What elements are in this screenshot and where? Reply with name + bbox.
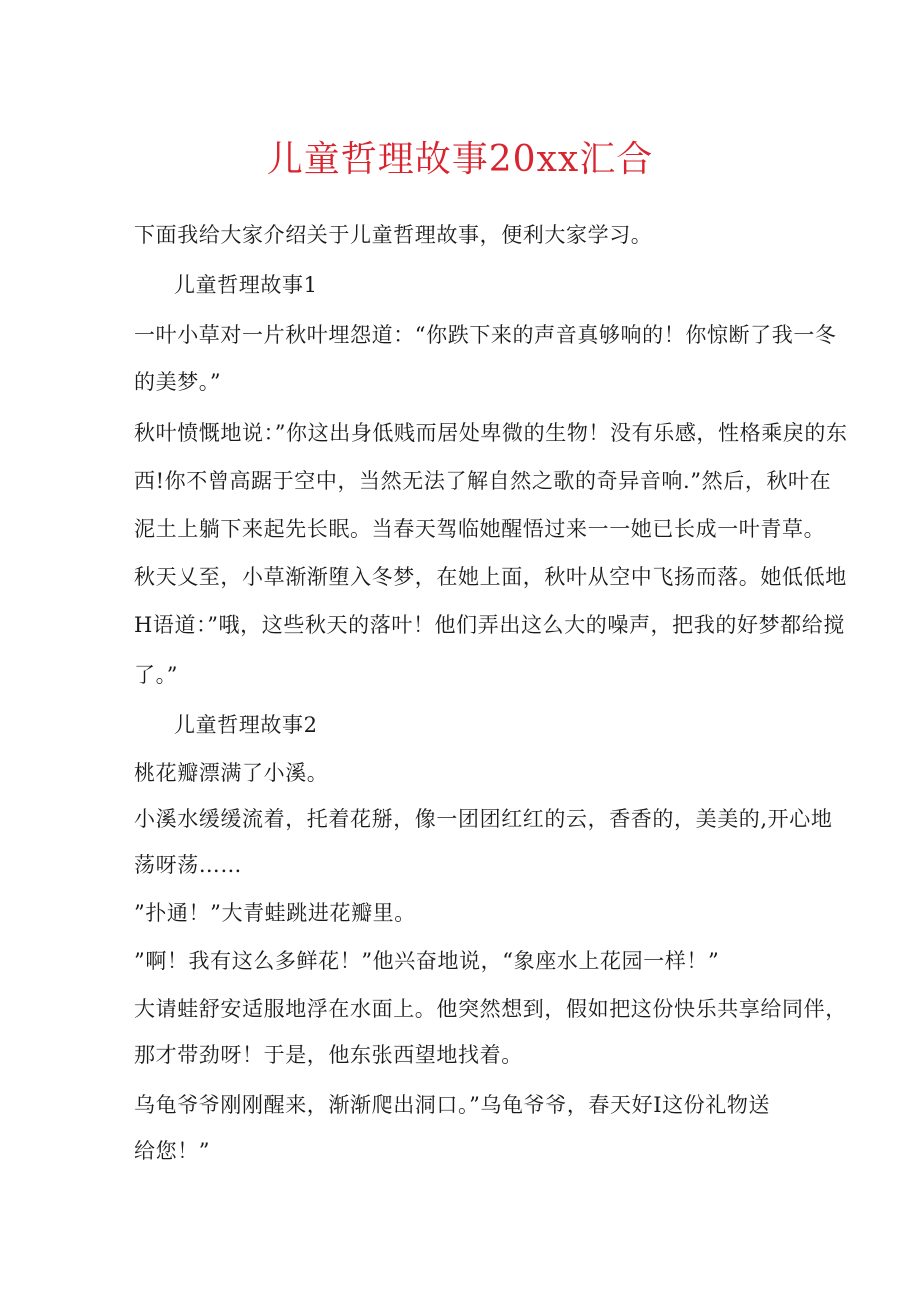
document-title: 儿童哲理故事20xx汇合 (266, 139, 654, 180)
story-1-line: 西!你不曾高踞于空中，当然无法了解自然之歌的奇异音响.”然后，秋叶在 (134, 469, 832, 493)
story-2-line: 荡呀荡…… (134, 853, 242, 877)
story-1-line: 了。” (134, 663, 179, 687)
story-2-line: ”扑通！”大青蛙跳进花瓣里。 (134, 901, 416, 925)
story-2-line: ”啊！我有这么多鲜花！”他兴奋地说，“象座水上花园一样！” (134, 949, 720, 973)
story-1-line: 泥土上躺下来起先长眠。当春天驾临她醒悟过来一一她已长成一叶青草。 (134, 517, 826, 541)
story-2-line: 那才带劲呀！于是，他东张西望地找着。 (134, 1043, 523, 1067)
story-2-line: 大请蛙舒安适服地浮在水面上。他突然想到，假如把这份快乐共享给同伴， (134, 997, 847, 1021)
story-1-line: 秋天乂至，小草渐渐堕入冬梦，在她上面，秋叶从空中飞扬而落。她低低地 (134, 565, 847, 589)
story-1-line: 的美梦。” (134, 370, 222, 394)
story-1-line: 秋叶愤慨地说：”你这出身低贱而居处卑微的生物！没有乐感，性格乘戾的东 (134, 421, 848, 445)
story-2-line: 小溪水缓缓流着，托着花掰，像一团团红红的云，香香的，美美的,开心地 (134, 807, 833, 831)
story-1-line: H语道：”哦，这些秋天的落叶！他们弄出这么大的噪声，把我的好梦都给搅 (134, 613, 845, 637)
story-2-line: 桃花瓣漂满了小溪。 (134, 761, 329, 785)
story-1-heading: 儿童哲理故事1 (174, 273, 318, 297)
story-2-line: 给您！” (134, 1139, 211, 1163)
story-2-line: 乌龟爷爷刚刚醒来，渐渐爬出洞口。”乌龟爷爷，春天好I这份礼物送 (134, 1093, 771, 1117)
intro-line: 下面我给大家介绍关于儿童哲理故事，便利大家学习。 (134, 223, 653, 247)
story-1-line: 一叶小草对一片秋叶埋怨道：“你跌下来的声音真够响的！你惊断了我一冬 (134, 323, 837, 347)
story-2-heading: 儿童哲理故事2 (174, 713, 318, 737)
